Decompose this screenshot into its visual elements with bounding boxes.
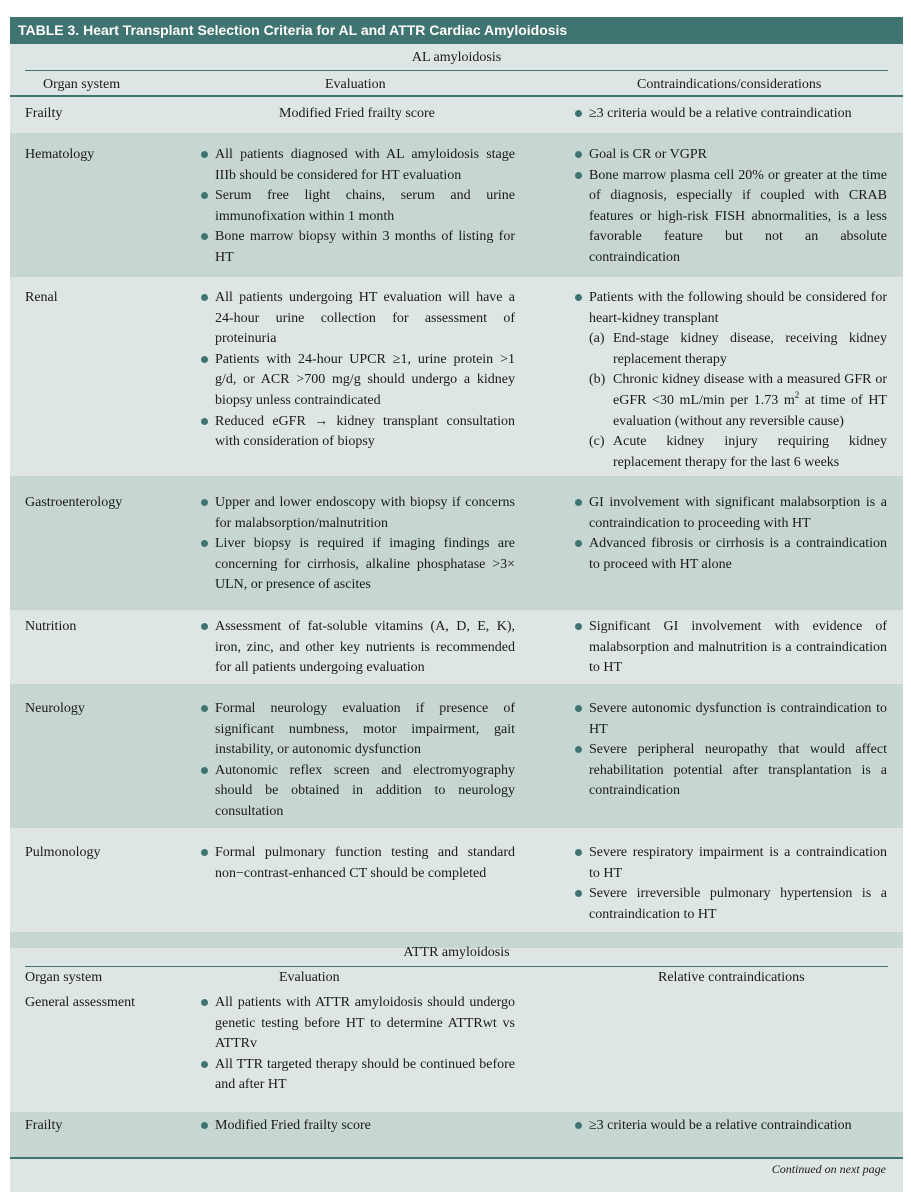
attr-col-evaluation: Evaluation (279, 970, 340, 985)
sub-item-text: at time of HT evaluation (without any reversible cause) (613, 392, 887, 429)
al-organ-pulmonology: Pulmonology (25, 845, 101, 860)
list-item: All patients with ATTR amyloidosis should undergo genetic testing before HT to determine ATTRwt vs ATTRv (201, 993, 515, 1055)
attr-frailty-evaluation (201, 1116, 515, 1137)
attr-general-evaluation (201, 993, 515, 1096)
al-frailty-evaluation: Modified Fried frailty score (279, 106, 435, 121)
attr-col-contra: Relative contraindications (658, 970, 805, 985)
section-rule (25, 70, 888, 71)
attr-section-heading: ATTR amyloidosis (403, 945, 510, 960)
sub-item-a (575, 329, 887, 370)
list-item: ≥3 criteria would be a relative contraindication (575, 104, 887, 125)
sub-item-label: (b) (589, 372, 606, 388)
table-body (10, 44, 903, 1192)
list-item: All patients undergoing HT evaluation will have a 24-hour urine collection for assessment of proteinuria (201, 288, 515, 350)
list-item: Severe respiratory impairment is a contraindication to HT (575, 843, 887, 884)
list-item: Severe peripheral neuropathy that would affect rehabilitation potential after transplantation is a contraindication (575, 740, 887, 802)
list-item: Patients with the following should be considered for heart-kidney transplant (575, 288, 887, 329)
sub-item-label: (c) (589, 434, 605, 450)
list-item: Severe irreversible pulmonary hypertension is a contraindication to HT (575, 884, 887, 925)
attr-frailty-contra (575, 1116, 887, 1137)
list-item: GI involvement with significant malabsorption is a contraindication to proceeding with HT (575, 493, 887, 534)
al-section-heading: AL amyloidosis (411, 50, 502, 65)
list-item: Upper and lower endoscopy with biopsy if concerns for malabsorption/malnutrition (201, 493, 515, 534)
attr-organ-frailty: Frailty (25, 1118, 63, 1133)
al-organ-hematology: Hematology (25, 147, 95, 162)
sub-item-label: (a) (589, 331, 605, 347)
continued-note: Continued on next page (771, 1162, 886, 1176)
list-item: Patients with 24-hour UPCR ≥1, urine protein >1 g/d, or ACR >700 mg/g should undergo a kidney biopsy unless contraindicated (201, 350, 515, 412)
al-renal-evaluation (201, 288, 515, 453)
list-item: Goal is CR or VGPR (575, 145, 887, 166)
list-item: Autonomic reflex screen and electromyography should be obtained in addition to neurology consultation (201, 761, 515, 823)
sub-item-text: End-stage kidney disease, receiving kidney replacement therapy (613, 331, 887, 367)
al-hematology-contra (575, 145, 887, 269)
attr-organ-general: General assessment (25, 995, 136, 1010)
list-item: Liver biopsy is required if imaging findings are concerning for cirrhosis, alkaline phosphatase >3× ULN, or presence of ascites (201, 534, 515, 596)
list-item: Formal pulmonary function testing and standard non−contrast-enhanced CT should be completed (201, 843, 515, 884)
header-rule (10, 95, 903, 97)
list-item: Formal neurology evaluation if presence of significant numbness, motor impairment, gait instability, or autonomic dysfunction (201, 699, 515, 761)
list-item: Bone marrow biopsy within 3 months of listing for HT (201, 227, 515, 268)
al-frailty-contra (575, 104, 887, 125)
al-organ-renal: Renal (25, 290, 58, 305)
list-item: Advanced fibrosis or cirrhosis is a contraindication to proceed with HT alone (575, 534, 887, 575)
al-nutrition-evaluation (201, 617, 515, 679)
al-gastro-contra (575, 493, 887, 575)
al-pulmonology-evaluation (201, 843, 515, 884)
al-organ-frailty: Frailty (25, 106, 63, 121)
al-hematology-evaluation (201, 145, 515, 269)
list-item: Reduced eGFR → kidney transplant consultation with consideration of biopsy (201, 412, 515, 453)
al-renal-contra (575, 288, 887, 473)
list-item: Significant GI involvement with evidence of malabsorption and malnutrition is a contraindication to HT (575, 617, 887, 679)
list-item: All patients diagnosed with AL amyloidosis stage IIIb should be considered for HT evaluation (201, 145, 515, 186)
list-item: ≥3 criteria would be a relative contraindication (575, 1116, 887, 1137)
al-pulmonology-contra (575, 843, 887, 925)
list-item: All TTR targeted therapy should be continued before and after HT (201, 1055, 515, 1096)
sub-item-b (575, 370, 887, 432)
al-organ-neurology: Neurology (25, 701, 85, 716)
al-col-evaluation: Evaluation (325, 77, 386, 92)
al-neurology-contra (575, 699, 887, 802)
sub-item-c (575, 432, 887, 473)
sub-item-text: Acute kidney injury requiring kidney replacement therapy for the last 6 weeks (613, 434, 887, 470)
al-nutrition-contra (575, 617, 887, 679)
section-rule (25, 966, 888, 967)
al-neurology-evaluation (201, 699, 515, 823)
list-item: Severe autonomic dysfunction is contraindication to HT (575, 699, 887, 740)
al-col-organ: Organ system (43, 77, 121, 92)
list-item: Serum free light chains, serum and urine immunofixation within 1 month (201, 186, 515, 227)
al-organ-nutrition: Nutrition (25, 619, 77, 634)
list-item: Modified Fried frailty score (201, 1116, 515, 1137)
al-col-contra: Contraindications/considerations (637, 77, 822, 92)
superscript: 2 (794, 389, 800, 400)
sub-item-text: Chronic kidney disease with a measured GFR or eGFR <30 mL/min per 1.73 m (613, 372, 887, 408)
table-title: TABLE 3. Heart Transplant Selection Criteria for AL and ATTR Cardiac Amyloidosis (10, 17, 903, 44)
list-item: Assessment of fat-soluble vitamins (A, D, E, K), iron, zinc, and other key nutrients is recommended for all patients undergoing evaluation (201, 617, 515, 679)
list-item: Bone marrow plasma cell 20% or greater at the time of diagnosis, especially if coupled with CRAB features or high-risk FISH abnormalities, is a less favorable feature but not an absolute contraindication (575, 166, 887, 269)
al-gastro-evaluation (201, 493, 515, 596)
footer-rule (10, 1157, 903, 1159)
al-organ-gastroenterology: Gastroenterology (25, 495, 123, 510)
attr-col-organ: Organ system (25, 970, 103, 985)
